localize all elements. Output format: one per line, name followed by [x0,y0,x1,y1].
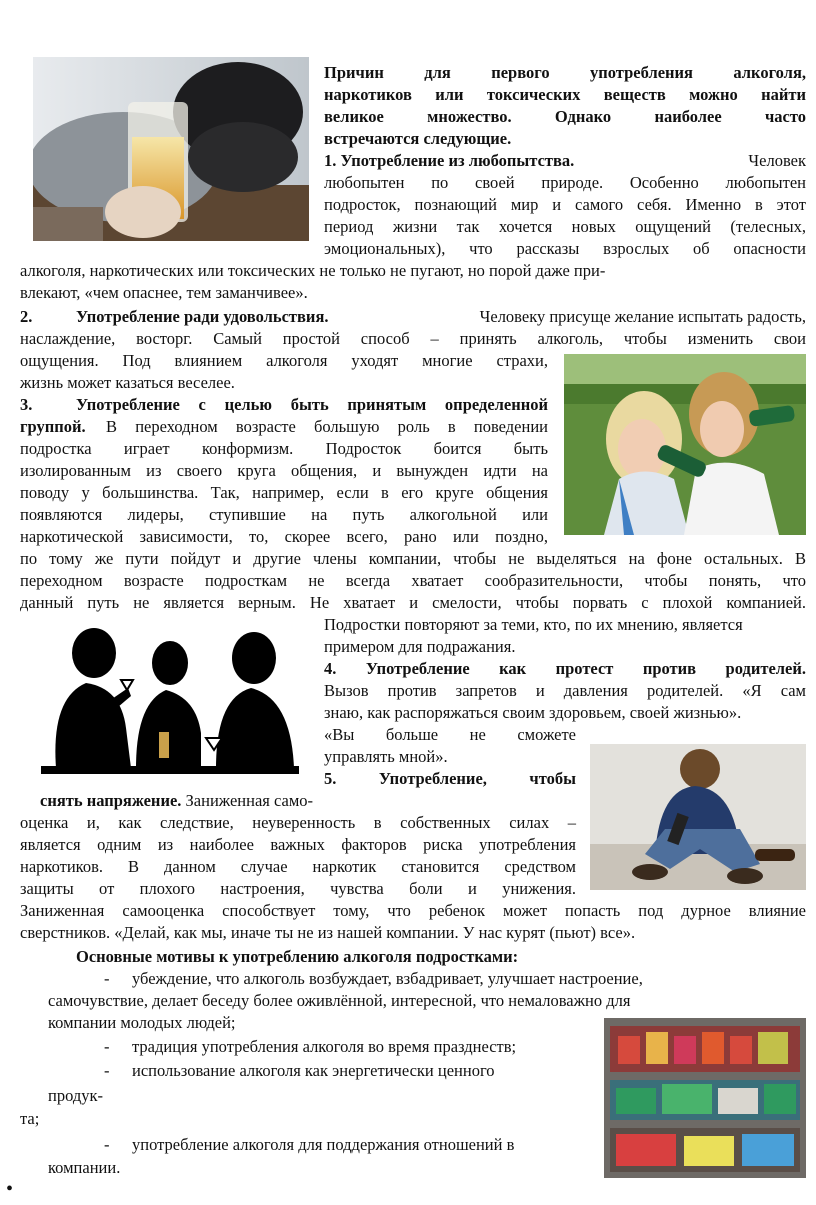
motives-item-1-line-2: самочувствие, делает беседу более оживлённой, интересной, что немаловажно для [48,991,631,1010]
section-5-title: 5. Употребление, чтобы [324,769,576,788]
motives-item-4: употребление алкоголя для поддержания отношений в [132,1135,515,1154]
section-3-line-6: появляются лидеры, ступившие на путь алкогольной или [20,505,548,524]
section-5-line-3: является одним из наиболее важных факторов риска употребления [20,835,576,854]
man-with-beer-illustration [33,57,309,241]
section-3-line-8: по тому же пути пойдут и другие члены компании, чтобы не выделяться на фоне остальных. В [20,549,806,568]
section-2-line-2: наслаждение, восторг. Самый простой способ – принять алкоголь, чтобы изменить свои [20,329,806,348]
motives-dash-2: - [104,1037,110,1056]
motives-item-4-line-2: компании. [48,1158,121,1177]
motives-dash-4: - [104,1135,110,1154]
section-3-line-7: наркотической зависимости, то, скорее всего, рано или поздно, [20,527,548,546]
motives-heading: Основные мотивы к употреблению алкоголя подростками: [76,947,519,966]
section-5-line-6: Заниженная самооценка способствует тому, что ребенок может попасть под дурное влияние [20,901,806,920]
graffiti-illustration [604,1018,806,1178]
motives-dash-3: - [104,1061,110,1080]
section-2-line-4: жизнь может казаться веселее. [20,373,235,392]
section-4-title: 4. Употребление как протест против родителей. [324,659,806,678]
sitting-boy-illustration [590,744,806,890]
section-2-line-3: ощущения. Под влиянием алкоголя уходят многие страхи, [20,351,548,370]
intro-line-4: встречаются следующие. [324,129,512,148]
section-3-line-5: поводу у большинства. Так, например, если в его круге общения [20,483,548,502]
section-5-line-1 [40,790,313,812]
section-4-line-4: «Вы больше не сможете [324,725,576,744]
sitting-boy-photo [590,744,806,890]
motives-item-3-line-2: продук- [48,1086,104,1105]
section-5-line-4: наркотиков. В данном случае наркотик становится средством [20,857,576,876]
section-3-title-2: группой. [20,417,86,436]
motives-item-3: использование алкоголя как энергетически ценного [132,1061,495,1080]
section-3-line-10: данный путь не является верным. Не хватает и смелости, чтобы порвать с плохой компанией. [20,593,806,612]
section-4-line-3: знаю, как распоряжаться своим здоровьем, своей жизнью». [324,703,742,722]
girls-drinking-photo [564,354,806,535]
section-4-line-2: Вызов против запретов и давления родителей. «Я сам [324,681,806,700]
section-1-line-6: алкоголя, наркотических или токсических не только не пугают, но порой даже при- [20,261,606,280]
section-1-line-4: период жизни так хочется новых ощущений (телесных, [324,217,806,236]
intro-line-2: наркотиков или токсических веществ можно найти [324,85,806,104]
man-with-beer-photo [33,57,309,241]
section-5-title-2: снять напряжение. [40,791,182,810]
section-3-line-4: изолированным из своего круга общения, и вынужден идти на [20,461,548,480]
motives-item-1-line-1: убеждение, что алкоголь возбуждает, взбадривает, улучшает настроение, [132,969,643,988]
intro-line-1: Причин для первого употребления алкоголя, [324,63,806,82]
motives-item-3-line-3: та; [20,1109,40,1128]
silhouettes-illustration [36,618,304,776]
section-3-line-3: подростка играет конформизм. Подросток боится быть [20,439,548,458]
section-3-line-1 [20,394,548,416]
motives-item-2: традиция употребления алкоголя во время празднеств; [132,1037,517,1056]
section-1-line-2: любопытен по своей природе. Особенно любопытен [324,173,806,192]
section-1-line-7: влекают, «чем опаснее, тем заманчивее». [20,283,308,302]
section-1-title: 1. Употребление из любопытства. [324,151,575,170]
intro-line-3: великое множество. Однако наиболее часто [324,107,806,126]
section-2-line-1-rest: Человеку присуще желание испытать радость, [479,307,806,326]
section-3-line-9: переходном возрасте подросткам не всегда хватает сообразительности, чтобы понять, что [20,571,806,590]
section-3-title: Употребление с целью быть принятым определенной [76,395,548,414]
section-2-line-1 [20,306,806,328]
motives-dash-1: - [104,969,110,988]
section-1-line-1 [324,150,806,172]
girls-drinking-illustration [564,354,806,535]
section-2-title: Употребление ради удовольствия. [76,307,329,326]
section-3-line-11: Подростки повторяют за теми, кто, по их мнению, является [324,615,743,634]
section-5-line-1-rest: Заниженная само- [185,791,314,810]
section-5-line-5: защиты от плохого настроения, чувства боли и унижения. [20,879,576,898]
section-1-line-3: подросток, познающий мир и самого себя. Именно в этот [324,195,806,214]
section-5-line-2: оценка и, как следствие, неуверенность в собственных силах – [20,813,576,832]
section-3-line-2-rest: В переходном возрасте большую роль в поведении [106,417,548,436]
section-2-number: 2. [20,307,33,326]
section-1-line-5: эмоциональных), что рассказы взрослых об опасности [324,239,806,258]
bullet-marker: • [6,1178,14,1200]
section-4-line-5: управлять мной». [324,747,448,766]
section-3-line-12: примером для подражания. [324,637,516,656]
motives-item-1-line-3: компании молодых людей; [48,1013,236,1032]
section-3-line-2 [20,416,548,438]
graffiti-image [604,1018,806,1178]
silhouettes-image [36,618,304,776]
section-5-line-7: сверстников. «Делай, как мы, иначе ты не из нашей компании. У нас курят (пьют) все». [20,923,636,942]
section-1-line-1-rest: Человек [748,151,806,170]
section-3-number: 3. [20,395,33,414]
